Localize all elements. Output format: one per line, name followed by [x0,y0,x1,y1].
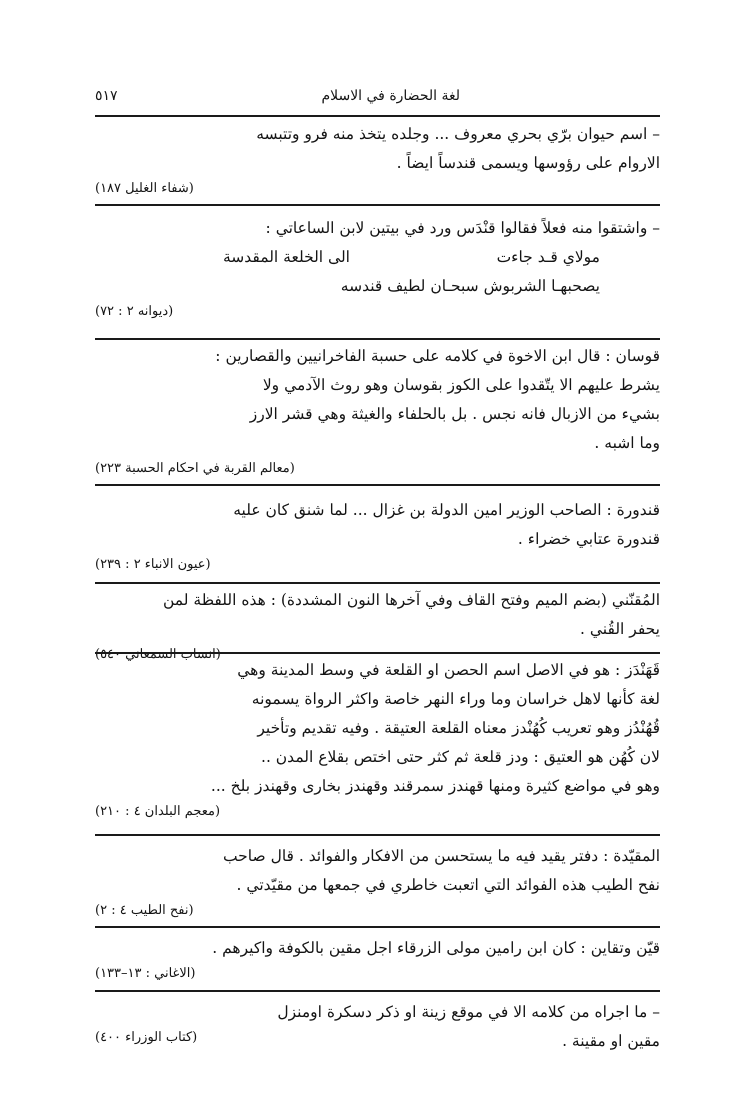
source-citation: (انساب السمعاني ٥٤٠) [95,647,221,662]
entry-qawsan [95,342,660,480]
entry-divider [95,484,660,486]
entry-line: لان كُهُن هو العتيق : ودز قلعة ثم كثر حتى اختص بقلاع المدن .. [261,748,660,766]
entry-line: يشرط عليهم الا يتّقدوا على الكوز بقوسان وهو روث الآدمي ولا [262,376,660,394]
running-title: لغة الحضارة في الاسلام [321,88,460,104]
entry-divider [95,204,660,206]
entry-line: قندورة عتابي خضراء . [517,530,660,548]
entry-qandasa [95,214,660,323]
entry-muqanni [95,586,660,666]
entry-line: وما اشبه . [594,434,660,452]
verse-line [95,243,660,272]
source-citation: (عيون الانباء ٢ : ٢٣٩) [95,557,211,572]
verse-full-line: يصحبهـا الشربوش سبحـان لطيف قندسه [340,277,600,295]
verse-line [95,272,660,301]
entry-divider [95,834,660,836]
entry-divider [95,652,660,654]
page-number: ٥١٧ [95,88,118,104]
entry-qandura [95,496,660,576]
entry-line: – اسم حيوان برّي بحري معروف ... وجلده يتخذ منه فرو وتتبسه [256,125,660,143]
entry-qayyin [95,934,660,985]
source-citation: (ديوانه ٢ : ٧٢) [95,304,174,319]
source-citation: (معالم القربة في احكام الحسبة ٢٢٣) [95,461,295,476]
verse-hemistich: مولاي قـد جاءت [496,248,600,266]
entry-line: قيّن وتقاين : كان ابن رامين مولى الزرقاء اجل مقين بالكوفة واكيرهم . [212,939,660,957]
entry-line: المُقنّني (بضم الميم وفتح القاف وفي آخرها النون المشددة) : هذه اللفظة لمن [163,591,660,609]
source-citation: (شفاء الغليل ١٨٧) [95,181,194,196]
entry-line: الاروام على رؤوسها ويسمى قندساً ايضاً . [396,154,660,172]
source-citation: (كتاب الوزراء ٤٠٠) [95,1030,198,1045]
entry-line: لغة كأنها لاهل خراسان وما وراء النهر خاصة واكثر الرواة يسمونه [251,690,660,708]
entry-divider [95,926,660,928]
entry-line: يحفر القُني . [580,620,660,638]
entry-fur-animal [95,120,660,200]
entry-divider [95,582,660,584]
entry-quhandiz [95,656,660,823]
entry-wuzara [95,998,660,1049]
source-citation: (الاغاني : ١٣–١٣٣) [95,966,196,981]
entry-line: نفح الطيب هذه الفوائد التي اتعبت خاطري في جمعها من مقيّدتي . [236,876,660,894]
entry-muqayyada [95,842,660,922]
page-header [95,82,660,112]
entry-line: – ما اجراه من كلامه الا في موقع زينة او ذكر دسكرة اومنزل [277,1003,660,1021]
entry-line: مقين او مقينة . [562,1032,660,1050]
entry-line: قندورة : الصاحب الوزير امين الدولة بن غزال ... لما شنق كان عليه [233,501,660,519]
entry-line: قَهَنْدَز : هو في الاصل اسم الحصن او القلعة في وسط المدينة وهي [237,661,660,679]
verse-hemistich: الى الخلعة المقدسة [222,248,350,266]
entry-line: بشيء من الازبال فانه نجس . بل بالحلفاء والغيثة وهي قشر الارز [249,405,660,423]
entry-divider [95,338,660,340]
entry-line: المقيّدة : دفتر يقيد فيه ما يستحسن من الافكار والفوائد . قال صاحب [222,847,660,865]
entry-line: وهو في مواضع كثيرة ومنها قهندز سمرقند وقهندز بخارى وقهندز بلخ ... [210,777,660,795]
entry-line: قُهُنْدُز وهو تعريب كُهُنْدز معناه القلعة العتيقة . وفيه تقديم وتأخير [257,719,660,737]
entry-line: قوسان : قال ابن الاخوة في كلامه على حسبة الفاخرانيين والقصارين : [215,347,660,365]
source-citation: (معجم البلدان ٤ : ٢١٠) [95,804,221,819]
entry-divider [95,990,660,992]
source-citation: (نفح الطيب ٤ : ٢) [95,903,194,918]
entry-line: – واشتقوا منه فعلاً فقالوا قنْدَس ورد في بيتين لابن الساعاتي : [265,219,660,237]
header-rule [95,115,660,117]
